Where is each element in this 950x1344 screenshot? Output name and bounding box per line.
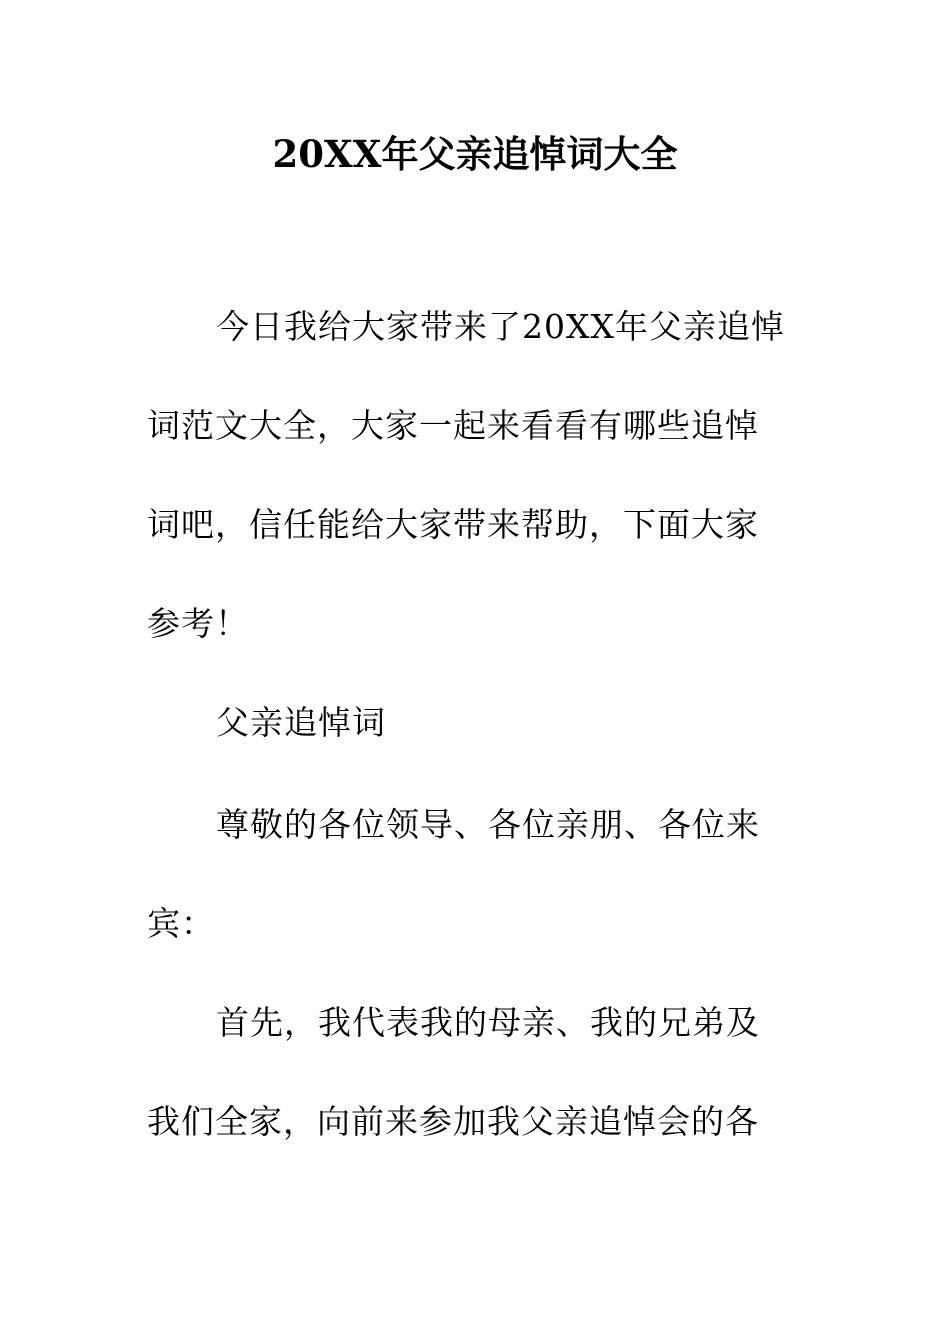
paragraph-line: 参考！ xyxy=(147,604,249,643)
paragraph-line: 首先，我代表我的母亲、我的兄弟及 xyxy=(216,1003,760,1042)
document-title: 20XX年父亲追悼词大全 xyxy=(272,132,678,176)
paragraph-line: 今日我给大家带来了20XX年父亲追悼 xyxy=(216,307,785,346)
paragraph-line: 词范文大全，大家一起来看看有哪些追悼 xyxy=(147,406,759,445)
section-heading: 父亲追悼词 xyxy=(216,703,386,742)
paragraph-line: 词吧，信任能给大家带来帮助，下面大家 xyxy=(147,505,759,544)
paragraph-line: 我们全家，向前来参加我父亲追悼会的各 xyxy=(147,1102,759,1141)
paragraph-line: 尊敬的各位领导、各位亲朋、各位来 xyxy=(216,805,760,844)
paragraph-line: 宾： xyxy=(147,904,215,943)
